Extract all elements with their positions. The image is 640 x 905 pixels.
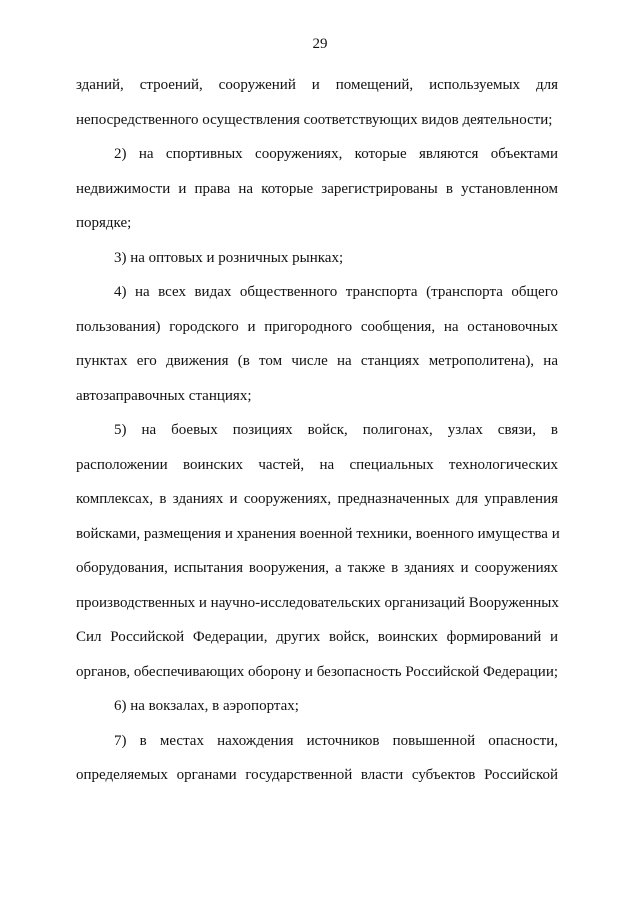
text-line: органов, обеспечивающих оборону и безопасность Российской Федерации;: [76, 663, 559, 680]
text-line: определяемых органами государственной власти субъектов Российской: [76, 767, 558, 783]
text-line: 6) на вокзалах, в аэропортах;: [114, 698, 299, 714]
text-line: 2) на спортивных сооружениях, которые являются объектами: [114, 146, 558, 162]
text-line: расположении воинских частей, на специальных технологических: [76, 456, 558, 473]
text-line: автозаправочных станциях;: [76, 387, 252, 404]
text-line: 7) в местах нахождения источников повышенной опасности,: [114, 732, 558, 749]
text-line: 5) на боевых позициях войск, полигонах, узлах связи, в: [114, 422, 558, 438]
text-line: зданий, строений, сооружений и помещений, используемых для: [76, 77, 558, 93]
text-line: оборудования, испытания вооружения, а также в зданиях и сооружениях: [76, 560, 558, 576]
text-line: Сил Российской Федерации, других войск, воинских формирований и: [76, 629, 558, 645]
text-line: войсками, размещения и хранения военной техники, военного имущества и: [76, 525, 560, 542]
text-line: комплексах, в зданиях и сооружениях, предназначенных для управления: [76, 491, 558, 507]
page-number: 29: [312, 36, 328, 52]
text-line: 3) на оптовых и розничных рынках;: [114, 249, 344, 266]
text-line: недвижимости и права на которые зарегистрированы в установленном: [76, 180, 558, 197]
text-line: пунктах его движения (в том числе на станциях метрополитена), на: [76, 353, 558, 369]
text-line: 4) на всех видах общественного транспорта (транспорта общего: [114, 284, 558, 300]
document-body: [76, 68, 558, 793]
text-line: порядке;: [76, 215, 132, 231]
text-line: производственных и научно-исследовательских организаций Вооруженных: [76, 594, 559, 611]
text-line: пользования) городского и пригородного сообщения, на остановочных: [76, 318, 558, 335]
text-line: непосредственного осуществления соответствующих видов деятельности;: [76, 111, 553, 128]
